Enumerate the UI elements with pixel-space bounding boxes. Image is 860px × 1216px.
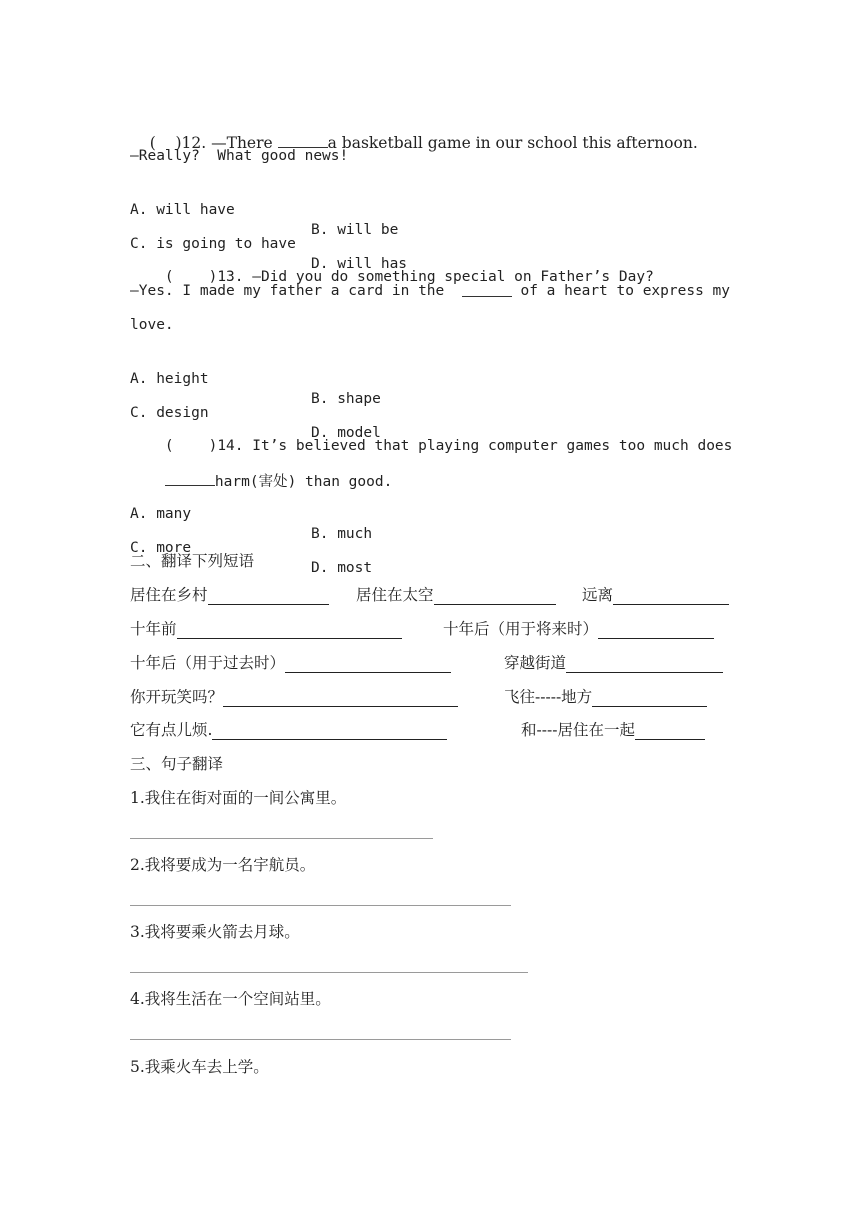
question-12-options-row1 [130, 180, 730, 238]
phrase-item [443, 619, 714, 639]
option-c[interactable]: C. is going to have [130, 236, 296, 252]
blank[interactable] [635, 722, 705, 740]
option-b[interactable]: B. much [311, 526, 373, 542]
question-12-options-row2 [130, 214, 730, 272]
answer-parenthesis[interactable]: ( ) [149, 134, 182, 152]
option-a[interactable]: A. will have [130, 202, 235, 218]
answer-line-4[interactable] [130, 1039, 511, 1040]
question-number: 13. [217, 269, 244, 285]
blank[interactable] [285, 655, 451, 673]
phrase-item [130, 619, 402, 639]
stem-text: —There [206, 134, 278, 152]
phrase-item [356, 585, 556, 605]
question-13-options-row1 [130, 349, 730, 407]
blank[interactable] [566, 655, 723, 673]
blank[interactable] [208, 587, 329, 605]
phrase-item [521, 720, 705, 740]
question-number: 14. [217, 438, 244, 454]
option-a[interactable]: A. height [130, 371, 209, 387]
blank[interactable] [613, 587, 729, 605]
phrase-label: 居住在太空 [356, 586, 434, 604]
answer-line-3[interactable] [130, 972, 528, 973]
option-d[interactable]: D. model [311, 425, 381, 441]
reply-text: —Yes. I made my father a card in the [130, 283, 454, 299]
phrase-item [504, 687, 707, 707]
reply-text: of a heart to express my [520, 283, 730, 299]
question-13-stem [130, 247, 730, 285]
phrase-item [130, 720, 447, 740]
sentence-item-4: 4.我将生活在一个空间站里。 [130, 990, 331, 1008]
phrase-label: 穿越街道 [504, 654, 567, 672]
option-b[interactable]: B. will be [311, 222, 399, 238]
option-c[interactable]: C. more [130, 540, 192, 556]
stem-text: a basketball game in our school this afternoon. [327, 134, 698, 152]
phrase-label: 你开玩笑吗？ [130, 688, 224, 706]
phrase-row-1 [130, 585, 730, 605]
sentence-item-5: 5.我乘火车去上学。 [130, 1058, 269, 1076]
phrase-row-2 [130, 619, 730, 639]
question-12-reply: —Really? What good news! [130, 148, 349, 164]
question-13-reply-cont: love. [130, 317, 174, 333]
option-d[interactable]: D. most [311, 560, 373, 576]
phrase-item [130, 585, 329, 605]
phrase-label: 远离 [582, 586, 614, 604]
sentence-item-1: 1.我住在街对面的一间公寓里。 [130, 789, 347, 807]
phrase-label: 和----居住在一起 [521, 721, 635, 739]
question-14-stem-cont [130, 450, 730, 490]
question-13-options-row2 [130, 383, 730, 441]
sentence-item-2: 2.我将要成为一名宇航员。 [130, 856, 316, 874]
phrase-label: 居住在乡村 [130, 586, 208, 604]
blank[interactable] [212, 722, 447, 740]
phrase-label: 它有点儿烦. [130, 721, 213, 739]
phrase-item [130, 653, 451, 673]
answer-line-1[interactable] [130, 838, 433, 839]
stem-text: It’s believed that playing computer games too much does [243, 438, 733, 454]
blank[interactable] [223, 689, 458, 707]
question-13-reply [130, 281, 730, 301]
option-a[interactable]: A. many [130, 506, 192, 522]
phrase-label: 十年前 [130, 620, 177, 638]
section-2-title: 二、翻译下列短语 [130, 552, 255, 570]
blank[interactable] [598, 621, 714, 639]
phrase-label: 十年后（用于过去时） [130, 654, 286, 672]
question-14-stem [130, 416, 733, 454]
blank[interactable] [177, 621, 402, 639]
blank[interactable] [462, 281, 512, 297]
answer-line-2[interactable] [130, 905, 511, 906]
phrase-item [582, 585, 729, 605]
question-12-stem [130, 112, 730, 152]
section-3-title: 三、句子翻译 [130, 755, 224, 773]
phrase-row-3 [130, 653, 730, 673]
option-c[interactable]: C. design [130, 405, 209, 421]
phrase-item [504, 653, 723, 673]
phrase-row-4 [130, 687, 730, 707]
question-number: 12. [181, 134, 207, 152]
answer-parenthesis[interactable]: ( ) [164, 269, 218, 285]
phrase-row-5 [130, 720, 730, 740]
phrase-item [130, 687, 458, 707]
stem-text: harm(害处) than good. [214, 474, 393, 490]
phrase-label: 飞往-----地方 [504, 688, 593, 706]
blank[interactable] [592, 689, 707, 707]
stem-text: —Did you do something special on Father’s Day? [243, 269, 654, 285]
answer-parenthesis[interactable]: ( ) [164, 438, 218, 454]
sentence-item-3: 3.我将要乘火箭去月球。 [130, 923, 300, 941]
question-14-options-row1 [130, 484, 730, 542]
blank[interactable] [434, 587, 556, 605]
option-b[interactable]: B. shape [311, 391, 381, 407]
phrase-label: 十年后（用于将来时） [443, 620, 599, 638]
option-d[interactable]: D. will has [311, 256, 408, 272]
